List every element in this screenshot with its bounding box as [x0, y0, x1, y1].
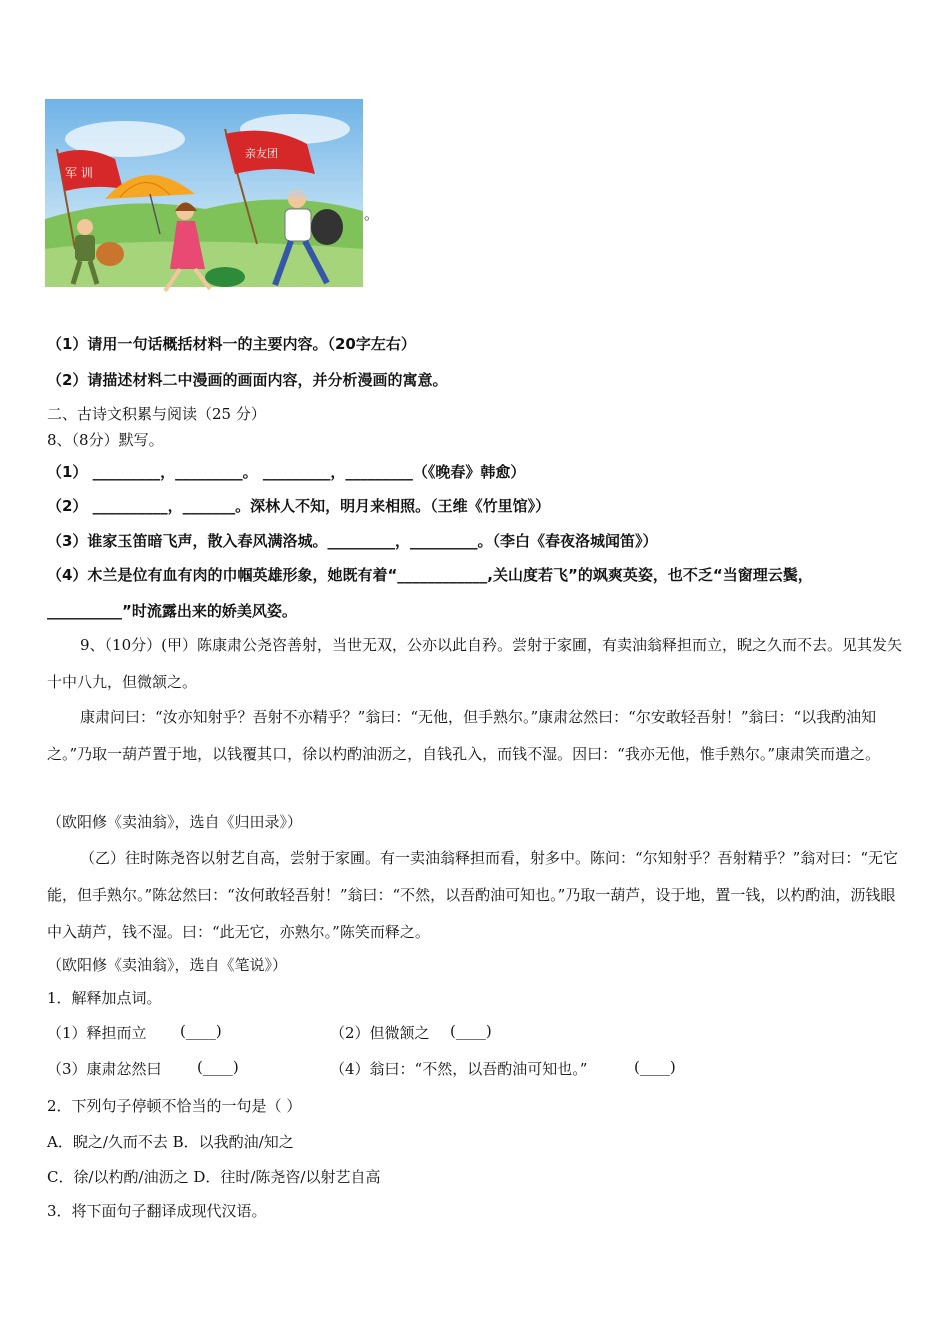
bag: [96, 242, 124, 266]
answer-blank-1[interactable]: (____): [180, 1022, 222, 1040]
q8-line-4b: __________”时流露出来的娇美风姿。: [47, 602, 297, 620]
q9-sub-2: 2．下列句子停顿不恰当的一句是（ ）: [47, 1097, 302, 1115]
q9-passage-3: （乙）往时陈尧咨以射艺自高，尝射于家圃。有一卖油翁释担而看，射多中。陈问：“尔知射乎？吾射精乎？”翁对曰：“无它能，但手熟尔。”陈忿然曰：“汝何敢轻吾射！”翁曰：“不然，以吾酌油可知也。”乃取一葫芦，设于地，置一钱，以杓酌油，沥钱眼中入葫芦，钱不湿。曰：“此无它，亦熟尔。”陈笑而释之。: [47, 849, 899, 941]
question-1: （1）请用一句话概括材料一的主要内容。（20字左右）: [47, 335, 416, 353]
flag-right-text: 亲友团: [245, 147, 278, 160]
old-man: [285, 209, 311, 241]
q9-sub-3: 3．将下面句子翻译成现代汉语。: [47, 1202, 267, 1220]
q9-passage-1: 9、（10分）(甲）陈康肃公尧咨善射，当世无双，公亦以此自矜。尝射于家圃，有卖油翁释担而立，睨之久而不去。见其发矢十中八九，但微颔之。: [47, 636, 902, 691]
q8-line-3: （3）谁家玉笛暗飞声，散入春风满洛城。_________，_________。（李白《春夜洛城闻笛》）: [47, 532, 658, 550]
q8-line-2: （2） __________，_______。深林人不知，明月来相照。（王维《竹里馆》）: [47, 497, 551, 515]
military-training-cartoon: [45, 99, 363, 305]
answer-blank-3[interactable]: (____): [197, 1058, 239, 1076]
word-1: （1）释担而立: [47, 1024, 147, 1042]
q9-source-2: （欧阳修《卖油翁》，选自《笔说》）: [47, 956, 288, 974]
q8-line-4a: （4）木兰是位有血有肉的巾帼英雄形象，她既有着“____________,关山度若飞”的飒爽英姿，也不乏“当窗理云鬓，: [47, 566, 813, 584]
trailing-period: 。: [364, 205, 380, 223]
q8-head: 8、（8分）默写。: [47, 431, 164, 449]
question-2: （2）请描述材料二中漫画的画面内容，并分析漫画的寓意。: [47, 371, 448, 389]
answer-blank-4[interactable]: (____): [634, 1058, 676, 1076]
options-cd: C．徐/以杓酌/油沥之 D．往时/陈尧咨/以射艺自高: [47, 1168, 381, 1186]
section-title: 二、古诗文积累与阅读（25 分）: [47, 405, 266, 423]
options-ab: A．睨之/久而不去 B．以我酌油/知之: [47, 1133, 294, 1151]
watermelon: [205, 267, 245, 287]
word-3: （3）康肃忿然曰: [47, 1060, 162, 1078]
word-4: （4）翁曰：“不然，以吾酌油可知也。”: [330, 1060, 588, 1078]
backpack: [311, 209, 343, 245]
word-2: （2）但微颔之: [330, 1024, 430, 1042]
q9-passage-2: 康肃问曰：“汝亦知射乎？吾射不亦精乎？”翁曰：“无他，但手熟尔。”康肃忿然曰：“尔安敢轻吾射！”翁曰：“以我酌油知之。”乃取一葫芦置于地，以钱覆其口，徐以杓酌油沥之，自钱孔入，而钱不湿。因曰：“我亦无他，惟手熟尔。”康肃笑而遣之。: [47, 708, 881, 763]
q8-line-1: （1） _________，_________。 _________，_________（《晚春》韩愈）: [47, 463, 526, 481]
soldier: [75, 235, 95, 261]
flag-left-text: 军 训: [65, 166, 93, 180]
q9-sub-1: 1．解释加点词。: [47, 989, 162, 1007]
answer-blank-2[interactable]: (____): [450, 1022, 492, 1040]
q9-source-1: （欧阳修《卖油翁》，选自《归田录》）: [47, 813, 303, 831]
